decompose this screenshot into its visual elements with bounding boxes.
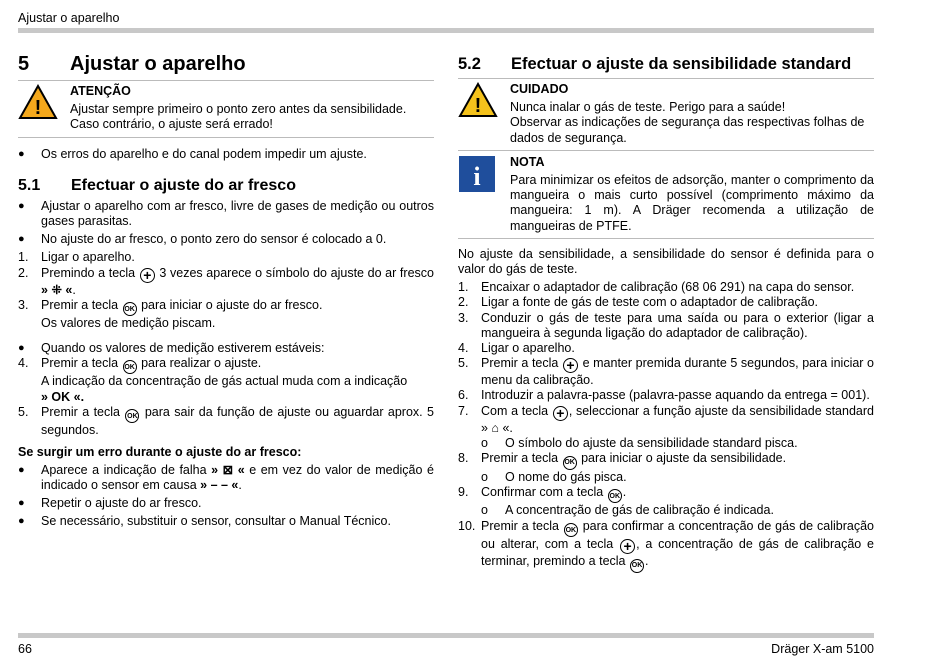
warning-triangle-icon	[458, 82, 510, 146]
ok-key-icon: OK	[563, 456, 577, 470]
attention-title: ATENÇÃO	[70, 84, 131, 98]
left-column	[18, 52, 434, 533]
list-item: ● Aparece a indicação de falha » ⊠ « e em vez do valor de medição é indicado o sensor em causa » – – «.	[18, 462, 434, 493]
caution-title: CUIDADO	[510, 82, 569, 96]
list-item: 2. Ligar a fonte de gás de teste com o adaptador de calibração.	[458, 295, 819, 310]
svg-text:!: !	[34, 97, 42, 119]
list-item: 2. Premindo a tecla + 3 vezes aparece o símbolo do ajuste do ar fresco » ⁜ «.	[18, 265, 434, 297]
list-item: 8. Premir a tecla OK para iniciar o ajuste da sensibilidade.	[458, 451, 874, 470]
result-item: o O símbolo do ajuste da sensibilidade standard pisca.	[481, 435, 798, 450]
attention-text: Caso contrário, o ajuste será errado!	[70, 117, 273, 132]
list-item: 5. Premir a tecla + e manter premida durante 5 segundos, para iniciar o menu da calibração.	[458, 356, 875, 388]
caution-box	[458, 79, 874, 151]
list-item: ● Quando os valores de medição estiverem estáveis:	[18, 340, 325, 355]
product-name: Dräger X-am 5100	[771, 642, 874, 656]
list-item: ● Ajustar o aparelho com ar fresco, livre de gases de medição ou outros gases parasitas.	[18, 198, 434, 229]
svg-text:!: !	[474, 95, 482, 117]
bottle-icon: ⌂	[491, 420, 499, 435]
note-text: Para minimizar os efeitos de adsorção, manter o comprimento da mangueira o mais curto possível (comprimento máximo da mangueira: 1 m). A Dräger recomenda a utilização de mangueiras de PTFE.	[510, 173, 874, 233]
right-column	[458, 52, 874, 573]
note-box	[458, 151, 874, 239]
chapter-title	[18, 52, 434, 81]
result-item: o O nome do gás pisca.	[481, 469, 627, 484]
ok-key-icon: OK	[125, 409, 139, 423]
page-number: 66	[18, 642, 32, 656]
footer-rule	[18, 633, 874, 638]
list-item: 6. Introduzir a palavra-passe (palavra-passe aquando da entrega = 001).	[458, 388, 870, 403]
header-rule	[18, 28, 874, 33]
plus-key-icon: +	[563, 358, 578, 373]
list-item: 7. Com a tecla + , seleccionar a função ajuste da sensibilidade standard » ⌂ «.	[458, 403, 874, 435]
ok-key-icon: OK	[123, 360, 137, 374]
intro-paragraph: No ajuste da sensibilidade, a sensibilidade do sensor é definida para o valor do gás de teste.	[458, 246, 874, 277]
ok-key-icon: OK	[564, 523, 578, 537]
list-item: 4. Premir a tecla OK para realizar o ajuste. A indicação da concentração de gás actual muda com a indicação » OK «.	[18, 355, 408, 404]
list-item: 10. Premir a tecla OK para confirmar a concentração de gás de calibração ou alterar, com a tecla + , a concentração de gás de calibração e terminar, premindo a tecla OK .	[458, 519, 874, 573]
warning-triangle-icon	[18, 84, 70, 133]
list-item: 3. Conduzir o gás de teste para uma saída ou para o exterior (ligar a mangueira à segunda ligação do adaptador de calibração).	[458, 310, 874, 340]
caution-text: Observar as indicações de segurança das respectivas folhas de dados de segurança.	[510, 115, 865, 145]
error-icon: ⊠	[222, 462, 234, 477]
chapter-number: 5	[18, 53, 30, 75]
note-title: NOTA	[510, 154, 545, 169]
list-item: ● No ajuste do ar fresco, o ponto zero do sensor é colocado a 0.	[18, 232, 387, 247]
plus-key-icon: +	[140, 268, 155, 283]
list-item: 1. Ligar o aparelho.	[18, 250, 135, 265]
ok-key-icon: OK	[608, 489, 622, 503]
list-item: 3. Premir a tecla OK para iniciar o ajuste do ar fresco. Os valores de medição piscam.	[18, 297, 323, 331]
list-item: 4. Ligar o aparelho.	[458, 341, 575, 356]
caution-text: Nunca inalar o gás de teste. Perigo para a saúde!	[510, 100, 786, 115]
result-item: o A concentração de gás de calibração é indicada.	[481, 503, 774, 518]
attention-box	[18, 81, 434, 138]
chapter-title-text: Ajustar o aparelho	[70, 53, 246, 75]
section-title: 5.1 Efectuar o ajuste do ar fresco	[18, 176, 296, 194]
plus-key-icon: +	[553, 406, 568, 421]
section-title: 5.2 Efectuar o ajuste da sensibilidade standard	[458, 52, 874, 79]
info-icon	[458, 155, 510, 234]
list-item: 9. Confirmar com a tecla OK .	[458, 485, 874, 504]
list-item: ● Repetir o ajuste do ar fresco.	[18, 496, 202, 511]
ok-key-icon: OK	[630, 559, 644, 573]
error-heading: Se surgir um erro durante o ajuste do ar fresco:	[18, 444, 302, 459]
svg-text:i: i	[473, 161, 481, 191]
ok-key-icon: OK	[123, 302, 137, 316]
running-header: Ajustar o aparelho	[18, 11, 120, 25]
plus-key-icon: +	[620, 539, 635, 554]
list-item: 5. Premir a tecla OK para sair da função de ajuste ou aguardar aprox. 5 segundos.	[18, 404, 434, 438]
attention-text: Ajustar sempre primeiro o ponto zero antes da sensibilidade.	[70, 102, 407, 117]
fresh-air-icon: ⁜	[51, 282, 62, 297]
list-item: 1. Encaixar o adaptador de calibração (68 06 291) na capa do sensor.	[458, 280, 855, 295]
list-item: ● Os erros do aparelho e do canal podem impedir um ajuste.	[18, 146, 367, 161]
list-item: ● Se necessário, substituir o sensor, consultar o Manual Técnico.	[18, 514, 391, 529]
